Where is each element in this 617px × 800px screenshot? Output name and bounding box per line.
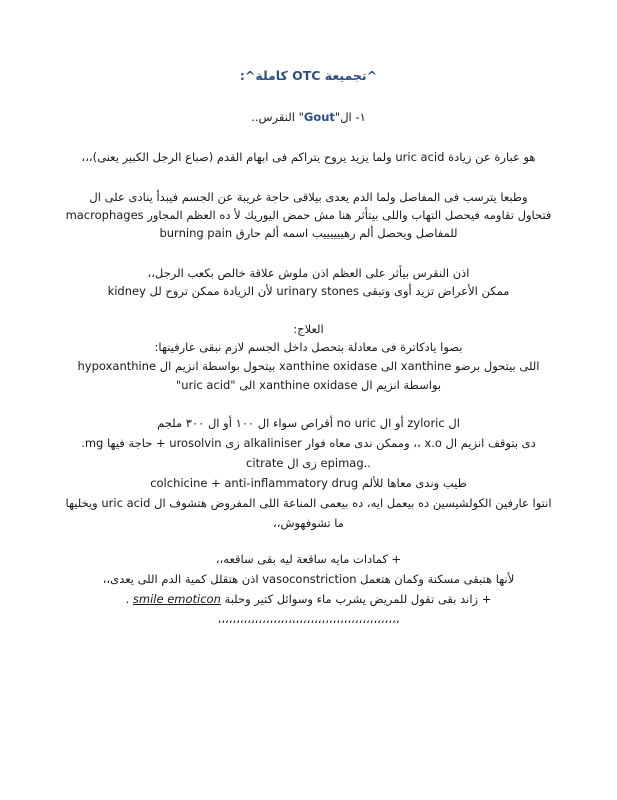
doc-title: ^تجميعة OTC كاملة^:	[239, 68, 378, 83]
paragraph-2-line-3: للمفاصل ويحصل ألم رهييييييب اسمه ألم حارق burning pain	[159, 226, 458, 240]
paragraph-2-line-1: وطبعا يترسب فى المفاصل ولما الدم يعدى بيلاقى حاجة غريبة عن الجسم فيبدأ ينادى على ال	[89, 190, 528, 204]
treatment-line-3: بواسطة انزيم ال xanthine oxidase الى "uric acid"	[175, 378, 442, 392]
section-heading-gout	[60, 110, 557, 125]
treatment-line-7: colchicine + anti-inflammatory drug طيب وندى معاها للألم	[150, 476, 467, 490]
treatment-line-6: citrate زى ال epimag..	[246, 456, 371, 470]
section-suffix: " النقرس..	[251, 110, 304, 124]
separator-commas: ،،،،،،،،،،،،،،،،،،،،،،،،،،،،،،،،،،،،،،،،،،،،،،،،،	[217, 612, 400, 626]
paragraph-1: هو عبارة عن زيادة uric acid ولما يزيد يروح يتراكم فى ابهام القدم (صباع الرجل الكبير يعنى)،،،	[81, 150, 536, 164]
t12-post: .	[125, 592, 133, 606]
treatment-line-4: ال zyloric أو ال no uric أقراص سواء ال ١٠٠ أو ال ٣٠٠ ملجم	[157, 416, 460, 430]
treatment-line-10: + كمادات مايه ساقعة ليه بقى ساقعه،،	[215, 552, 402, 566]
treatment-line-9: ما تشوفهوش،،	[273, 516, 344, 530]
treatment-line-12	[60, 592, 557, 607]
section-prefix: ١- ال"	[334, 110, 366, 124]
paragraph-3-line-2: ممكن الأعراض تزيد أوى وتبقى urinary stones لأن الزيادة ممكن تروح لل kidney	[107, 284, 510, 298]
treatment-line-8: انتوا عارفين الكولشيسين ده بيعمل ايه، ده بيعمى المناعة اللى المفروض هتشوف ال uric acid ويخليها	[65, 496, 552, 510]
treatment-line-1: بصوا يادكاترة فى معادلة بتحصل داخل الجسم لازم نبقى عارفينها:	[154, 340, 463, 354]
treatment-heading: العلاج:	[293, 322, 324, 336]
t12-pre: + زاند بقى تقول للمريض يشرب ماء وسوائل كتير وحلبة	[220, 592, 492, 606]
treatment-line-2: hypoxanthine بيتحول بواسطة انزيم ال xanthine oxidase الى xanthine اللى بيتحول برضو	[77, 359, 540, 373]
paragraph-3-line-1: اذن النقرس بيأثر على العظم اذن ملوش علاقة خالص بكعب الرجل،،	[147, 266, 470, 280]
gout-term: Gout	[303, 110, 335, 124]
treatment-line-11: لأنها هتبقى مسكنة وكمان هتعمل vasoconstriction اذن هتقلل كمية الدم اللى يعدى،،	[102, 572, 515, 586]
paragraph-2-line-2: macrophages فتحاول تقاومه فيحصل التهاب واللى بيتأثر هنا مش حمض اليوريك لأ ده العظم المجاور	[65, 208, 552, 222]
treatment-line-5: دى بتوقف انزيم ال x.o ،، وممكن ندى معاه فوار alkaliniser زى urosolvin + حاجة فيها mg.	[81, 436, 536, 450]
smile-emoticon-text: smile emoticon	[132, 592, 221, 606]
